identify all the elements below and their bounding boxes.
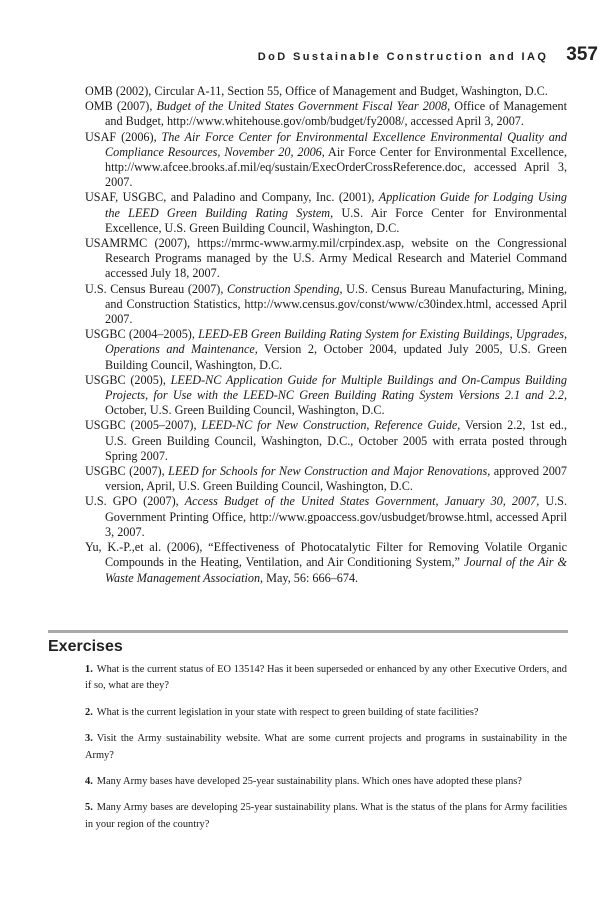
reference-item: USGBC (2005), LEED-NC Application Guide for Multiple Buildings and On-Campus Building Projects, for Use with the LEED-NC Green Building Rating System Versions 2.1 and 2.2, October, U.S. Green Building Council, Washington, D.C. (85, 372, 567, 418)
exercise-text: Visit the Army sustainability website. What are some current projects and programs in sustainability in the Army? (85, 733, 567, 761)
exercise-text: What is the current status of EO 13514? Has it been superseded or enhanced by any other Executive Orders, and if so, what are they? (85, 664, 567, 692)
reference-item: USGBC (2004–2005), LEED-EB Green Building Rating System for Existing Buildings, Upgrades, Operations and Maintenance, Version 2, October 2004, updated July 2005, U.S. Green Building Council, Washington, D.C. (85, 327, 568, 372)
exercise-number: 4. (85, 776, 93, 788)
section-divider (48, 630, 568, 633)
reference-item: OMB (2002), Circular A-11, Section 55, Office of Management and Budget, Washington, D.C. (85, 84, 548, 98)
reference-item: USAF (2006), The Air Force Center for Environmental Excellence Environmental Quality and Compliance Resources, November 20, 2006, Air Force Center for Environmental Excellence, http://www.afcee.brooks.af.mil/eq/sustain/ExecOrderCrossReference.doc, accessed April 3, 2007. (85, 129, 567, 190)
exercise-list (85, 662, 567, 843)
reference-item: OMB (2007), Budget of the United States Government Fiscal Year 2008, Office of Management and Budget, http://www.whitehouse.gov/omb/budget/fy2008/, accessed April 3, 2007. (85, 99, 568, 129)
reference-item: USAF, USGBC, and Paladino and Company, Inc. (2001), Application Guide for Lodging Using the LEED Green Building Rating System, U.S. Air Force Center for Environmental Excellence, U.S. Green Building Council, Washington, D.C. (85, 190, 567, 235)
exercise-text: Many Army bases have developed 25-year sustainability plans. Which ones have adopted these plans? (96, 776, 522, 788)
reference-item: U.S. GPO (2007), Access Budget of the United States Government, January 30, 2007, U.S. Government Printing Office, http://www.gpoaccess.gov/usbudget/browse.html, accessed April 3, 2007. (85, 494, 567, 539)
reference-list (85, 84, 567, 586)
running-header (258, 44, 598, 66)
exercise-number: 2. (85, 706, 93, 718)
exercise-text: What is the current legislation in your state with respect to green building of state facilities? (96, 706, 479, 718)
running-title: DoD Sustainable Construction and IAQ (257, 51, 549, 63)
exercise-text: Many Army bases are developing 25-year sustainability plans. What is the status of the plans for Army facilities in your region of the country? (85, 802, 567, 830)
exercise-item (85, 705, 567, 721)
page-number: 357 (566, 44, 598, 65)
exercise-item (85, 800, 567, 833)
exercise-item (85, 731, 567, 764)
exercise-item (85, 774, 567, 790)
reference-item: U.S. Census Bureau (2007), Construction Spending, U.S. Census Bureau Manufacturing, Mining, and Construction Statistics, http://www.census.gov/const/www/c30index.html, accessed April 2007. (85, 281, 567, 327)
exercise-number: 1. (85, 664, 93, 675)
exercise-item (85, 662, 567, 695)
reference-item: USGBC (2005–2007), LEED-NC for New Construction, Reference Guide, Version 2.2, 1st ed., U.S. Green Building Council, Washington, D.C., October 2005 with errata posted through Spring 2007. (85, 418, 567, 463)
exercise-number: 5. (85, 802, 93, 814)
reference-item: USGBC (2007), LEED for Schools for New Construction and Major Renovations, approved 2007 version, April, U.S. Green Building Council, Washington, D.C. (85, 464, 567, 494)
reference-item: USAMRMC (2007), https://mrmc-www.army.mil/crpindex.asp, website on the Congressional Research Programs managed by the U.S. Army Medical Research and Materiel Command accessed July 18, 2007. (85, 236, 567, 281)
exercise-number: 3. (85, 733, 93, 745)
exercises-heading: Exercises (48, 638, 123, 655)
reference-item: Yu, K.-P.,et al. (2006), “Effectiveness of Photocatalytic Filter for Removing Volatile Organic Compounds in the Heating, Ventilation, and Air Conditioning System,” Journal of the Air & Waste Management Association, May, 56: 666–674. (85, 540, 567, 585)
